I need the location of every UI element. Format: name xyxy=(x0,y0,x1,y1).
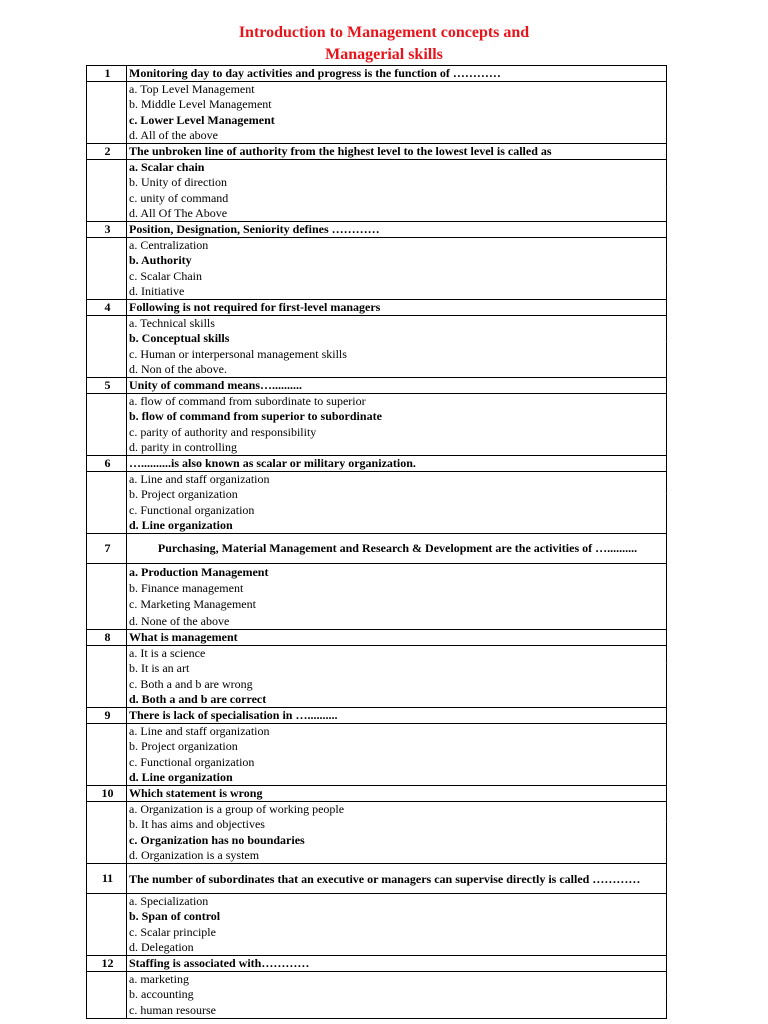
question-text: What is management xyxy=(127,630,667,646)
question-row xyxy=(87,300,667,316)
option: c. human resourse xyxy=(127,1003,667,1019)
option: d. Organization is a system xyxy=(127,848,667,864)
option-row xyxy=(87,269,667,285)
margin-tick-mark: ` xyxy=(665,339,668,349)
question-number: 9 xyxy=(87,708,127,724)
option-number-cell xyxy=(87,175,127,191)
option-row xyxy=(87,347,667,363)
option-row xyxy=(87,925,667,941)
option: b. Project organization xyxy=(127,487,667,503)
option-row xyxy=(87,661,667,677)
option: b. It has aims and objectives xyxy=(127,817,667,833)
option-row xyxy=(87,113,667,129)
question-row xyxy=(87,864,667,894)
question-text: Monitoring day to day activities and progress is the function of ………… xyxy=(127,66,667,82)
margin-tick-mark: ` xyxy=(665,819,668,829)
question-number: 11 xyxy=(87,864,127,894)
option-row xyxy=(87,284,667,300)
option-row xyxy=(87,316,667,332)
question-text: Purchasing, Material Management and Research & Development are the activities of ….......... xyxy=(127,534,667,564)
question-number: 7 xyxy=(87,534,127,564)
question-row xyxy=(87,66,667,82)
option-row xyxy=(87,191,667,207)
option-number-cell xyxy=(87,487,127,503)
margin-tick-mark: ` xyxy=(665,491,668,501)
option-number-cell xyxy=(87,238,127,254)
option-number-cell xyxy=(87,677,127,693)
option-number-cell xyxy=(87,97,127,113)
question-row xyxy=(87,630,667,646)
option-number-cell xyxy=(87,409,127,425)
option: c. Marketing Management xyxy=(127,597,667,614)
option: d. All of the above xyxy=(127,128,667,144)
option-row xyxy=(87,253,667,269)
option: d. Non of the above. xyxy=(127,362,667,378)
option-correct: d. Line organization xyxy=(127,518,667,534)
option-number-cell xyxy=(87,972,127,988)
option-number-cell xyxy=(87,518,127,534)
option-number-cell xyxy=(87,894,127,910)
option-row xyxy=(87,331,667,347)
option-row xyxy=(87,724,667,740)
option-row xyxy=(87,802,667,818)
option: a. Technical skills xyxy=(127,316,667,332)
option: d. None of the above xyxy=(127,613,667,630)
question-row xyxy=(87,956,667,972)
option-row xyxy=(87,472,667,488)
question-number: 4 xyxy=(87,300,127,316)
margin-tick-mark: ` xyxy=(665,263,668,273)
option-number-cell xyxy=(87,940,127,956)
option: d. Initiative xyxy=(127,284,667,300)
option-row xyxy=(87,894,667,910)
option-number-cell xyxy=(87,909,127,925)
option: a. flow of command from subordinate to superior xyxy=(127,394,667,410)
question-row xyxy=(87,144,667,160)
option-row xyxy=(87,848,667,864)
option-number-cell xyxy=(87,987,127,1003)
option-number-cell xyxy=(87,580,127,597)
option-row xyxy=(87,128,667,144)
option-number-cell xyxy=(87,394,127,410)
margin-tick-mark: ` xyxy=(665,993,668,1003)
question-row xyxy=(87,534,667,564)
option-row xyxy=(87,770,667,786)
option-row xyxy=(87,160,667,176)
option-number-cell xyxy=(87,661,127,677)
option-number-cell xyxy=(87,802,127,818)
question-text: There is lack of specialisation in ….......... xyxy=(127,708,667,724)
option-row xyxy=(87,817,667,833)
option-number-cell xyxy=(87,362,127,378)
option-correct: a. Scalar chain xyxy=(127,160,667,176)
option-row xyxy=(87,597,667,614)
option-number-cell xyxy=(87,160,127,176)
option-row xyxy=(87,409,667,425)
question-text: …..........is also known as scalar or military organization. xyxy=(127,456,667,472)
option: a. Specialization xyxy=(127,894,667,910)
option: a. It is a science xyxy=(127,646,667,662)
question-number: 12 xyxy=(87,956,127,972)
option-number-cell xyxy=(87,833,127,849)
option-row xyxy=(87,972,667,988)
option-number-cell xyxy=(87,646,127,662)
question-number: 10 xyxy=(87,786,127,802)
option-row xyxy=(87,564,667,581)
option-row xyxy=(87,206,667,222)
option-row xyxy=(87,97,667,113)
option-number-cell xyxy=(87,113,127,129)
question-text: Which statement is wrong xyxy=(127,786,667,802)
option-number-cell xyxy=(87,613,127,630)
option-correct: a. Production Management xyxy=(127,564,667,581)
question-text: Unity of command means….......... xyxy=(127,378,667,394)
option-number-cell xyxy=(87,597,127,614)
question-row xyxy=(87,708,667,724)
option-number-cell xyxy=(87,331,127,347)
option-row xyxy=(87,238,667,254)
option-row xyxy=(87,82,667,98)
option: a. Centralization xyxy=(127,238,667,254)
option: c. Human or interpersonal management skills xyxy=(127,347,667,363)
option-correct: c. Lower Level Management xyxy=(127,113,667,129)
option-row xyxy=(87,503,667,519)
option-row xyxy=(87,394,667,410)
option-row xyxy=(87,440,667,456)
option: b. It is an art xyxy=(127,661,667,677)
option: a. Organization is a group of working people xyxy=(127,802,667,818)
option-row xyxy=(87,518,667,534)
option: c. Scalar principle xyxy=(127,925,667,941)
option: b. Unity of direction xyxy=(127,175,667,191)
option-number-cell xyxy=(87,206,127,222)
option-correct: b. Span of control xyxy=(127,909,667,925)
document-title-line-1: Introduction to Management concepts and xyxy=(238,24,530,41)
option-number-cell xyxy=(87,724,127,740)
question-row xyxy=(87,222,667,238)
option: c. Both a and b are wrong xyxy=(127,677,667,693)
option: b. Finance management xyxy=(127,580,667,597)
option-number-cell xyxy=(87,472,127,488)
option-correct: b. flow of command from superior to subordinate xyxy=(127,409,667,425)
option-number-cell xyxy=(87,739,127,755)
option: a. Line and staff organization xyxy=(127,724,667,740)
option-number-cell xyxy=(87,564,127,581)
option-number-cell xyxy=(87,440,127,456)
option-number-cell xyxy=(87,925,127,941)
option-number-cell xyxy=(87,503,127,519)
option-row xyxy=(87,646,667,662)
document-title-line-2: Managerial skills xyxy=(325,46,443,63)
option-row xyxy=(87,580,667,597)
option-number-cell xyxy=(87,692,127,708)
question-row xyxy=(87,786,667,802)
option-number-cell xyxy=(87,82,127,98)
option-number-cell xyxy=(87,848,127,864)
option-correct: b. Authority xyxy=(127,253,667,269)
option-number-cell xyxy=(87,755,127,771)
option-number-cell xyxy=(87,770,127,786)
option-number-cell xyxy=(87,1003,127,1019)
option-number-cell xyxy=(87,128,127,144)
option-row xyxy=(87,613,667,630)
option-row xyxy=(87,425,667,441)
option: c. parity of authority and responsibility xyxy=(127,425,667,441)
option: a. Line and staff organization xyxy=(127,472,667,488)
question-number: 8 xyxy=(87,630,127,646)
option-number-cell xyxy=(87,316,127,332)
option-row xyxy=(87,677,667,693)
question-number: 1 xyxy=(87,66,127,82)
option: a. marketing xyxy=(127,972,667,988)
option: c. Functional organization xyxy=(127,503,667,519)
question-text: The unbroken line of authority from the highest level to the lowest level is called as xyxy=(127,144,667,160)
option-row xyxy=(87,175,667,191)
question-text: Position, Designation, Seniority defines ………… xyxy=(127,222,667,238)
question-row xyxy=(87,378,667,394)
option: a. Top Level Management xyxy=(127,82,667,98)
option: b. accounting xyxy=(127,987,667,1003)
option-row xyxy=(87,487,667,503)
questions-table xyxy=(86,65,667,1019)
question-text: Following is not required for first-level managers xyxy=(127,300,667,316)
option-row xyxy=(87,909,667,925)
question-number: 6 xyxy=(87,456,127,472)
option-correct: c. Organization has no boundaries xyxy=(127,833,667,849)
option: d. Delegation xyxy=(127,940,667,956)
option-row xyxy=(87,833,667,849)
question-row xyxy=(87,456,667,472)
option: c. Functional organization xyxy=(127,755,667,771)
question-text: Staffing is associated with………… xyxy=(127,956,667,972)
option-number-cell xyxy=(87,817,127,833)
option-row xyxy=(87,755,667,771)
option-number-cell xyxy=(87,253,127,269)
option: c. Scalar Chain xyxy=(127,269,667,285)
option-number-cell xyxy=(87,425,127,441)
margin-tick-mark: ` xyxy=(665,661,668,671)
option: b. Project organization xyxy=(127,739,667,755)
option-row xyxy=(87,692,667,708)
question-number: 3 xyxy=(87,222,127,238)
option-row xyxy=(87,940,667,956)
option-row xyxy=(87,739,667,755)
option-row xyxy=(87,1003,667,1019)
option: d. parity in controlling xyxy=(127,440,667,456)
option: b. Middle Level Management xyxy=(127,97,667,113)
option-correct: d. Line organization xyxy=(127,770,667,786)
margin-tick-mark: ` xyxy=(665,185,668,195)
question-number: 2 xyxy=(87,144,127,160)
option: d. All Of The Above xyxy=(127,206,667,222)
option-number-cell xyxy=(87,284,127,300)
question-number: 5 xyxy=(87,378,127,394)
question-text: The number of subordinates that an executive or managers can supervise directly is called ………… xyxy=(127,864,667,894)
option-row xyxy=(87,362,667,378)
option-correct: d. Both a and b are correct xyxy=(127,692,667,708)
option-number-cell xyxy=(87,269,127,285)
option-row xyxy=(87,987,667,1003)
option: c. unity of command xyxy=(127,191,667,207)
option-number-cell xyxy=(87,347,127,363)
option-number-cell xyxy=(87,191,127,207)
option-correct: b. Conceptual skills xyxy=(127,331,667,347)
